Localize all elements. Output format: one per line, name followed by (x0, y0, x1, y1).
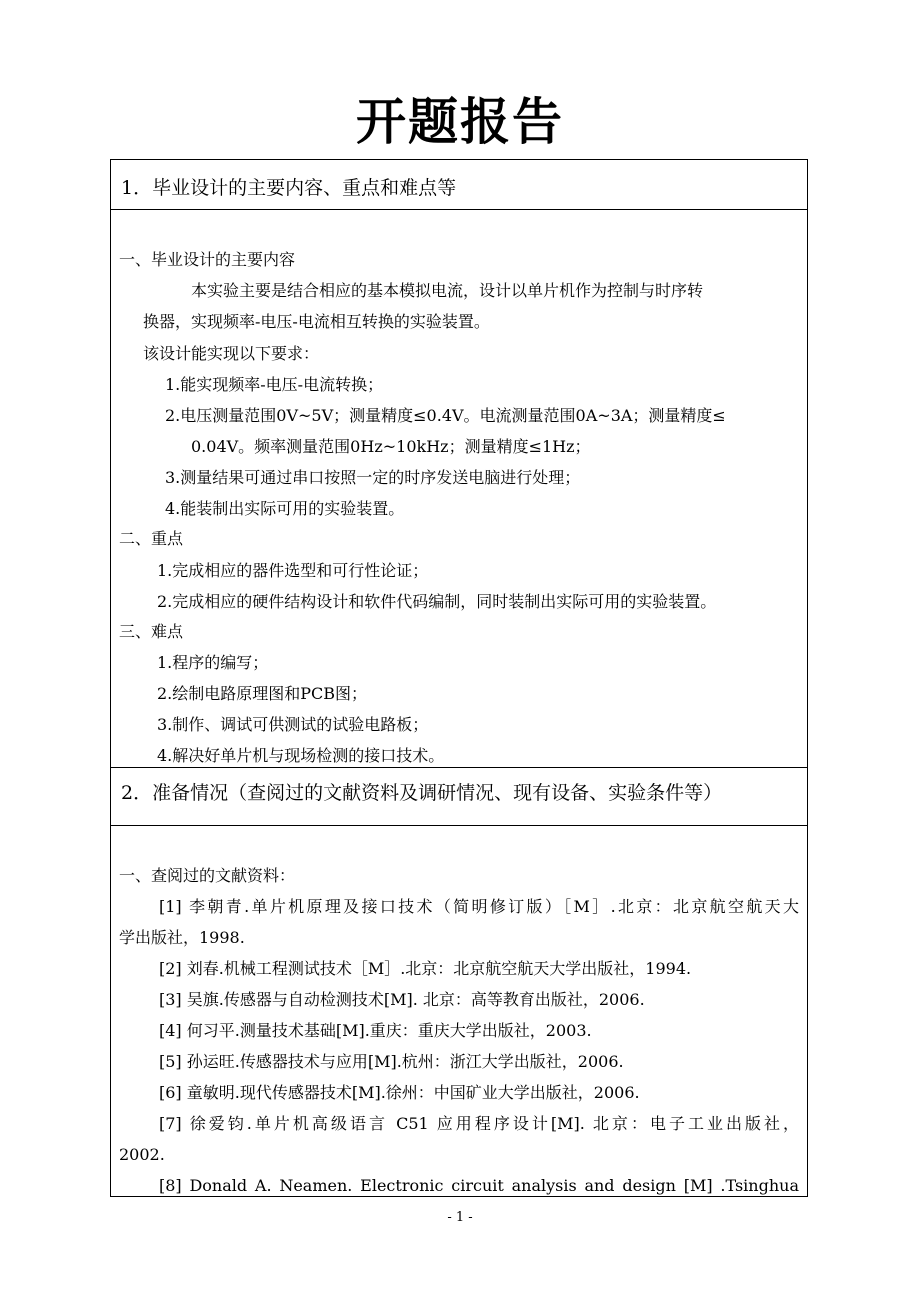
intro-line: 换器，实现频率-电压-电流相互转换的实验装置。 (143, 312, 490, 331)
reference-part: [1] (159, 897, 182, 916)
difficulties-heading: 三、难点 (119, 622, 184, 641)
report-table (110, 159, 808, 1197)
reference-item (159, 896, 799, 918)
requirement-item-cont: 0.04V。频率测量范围0Hz~10kHz；测量精度≤1Hz； (191, 437, 591, 456)
reference-part: design (622, 1176, 676, 1195)
reference-item: [2] 刘春.机械工程测试技术［M］.北京：北京航空航天大学出版社，1994. (159, 959, 692, 978)
difficulty-item: 1.程序的编写； (157, 653, 269, 672)
reference-part: [8] (159, 1176, 182, 1195)
reference-item: [5] 孙运旺.传感器技术与应用[M].杭州：浙江大学出版社，2006. (159, 1052, 624, 1071)
key-point-item: 2.完成相应的硬件结构设计和软件代码编制，同时装制出实际可用的实验装置。 (157, 592, 717, 611)
reference-part: A. (254, 1176, 272, 1195)
divider (111, 767, 807, 768)
reference-item: [3] 吴旗.传感器与自动检测技术[M]. 北京：高等教育出版社，2006. (159, 990, 645, 1009)
reference-item-cont: 学出版社，1998. (119, 928, 245, 947)
divider (111, 209, 807, 210)
reference-part: C51 (396, 1114, 429, 1133)
requirement-lead: 该设计能实现以下要求： (143, 344, 320, 363)
divider (111, 825, 807, 826)
key-points-heading: 二、重点 (119, 529, 184, 548)
reference-part: Electronic (360, 1176, 444, 1195)
intro-line: 本实验主要是结合相应的基本模拟电流，设计以单片机作为控制与时序转 (191, 281, 704, 300)
requirement-item: 1.能实现频率-电压-电流转换； (165, 375, 384, 394)
page-title: 开题报告 (356, 92, 564, 151)
requirement-item: 4.能装制出实际可用的实验装置。 (165, 499, 405, 518)
reference-part: .Tsinghua (720, 1176, 799, 1195)
requirement-item: 2.电压测量范围0V~5V；测量精度≤0.4V。电流测量范围0A~3A；测量精度≤ (165, 406, 726, 425)
difficulty-item: 4.解决好单片机与现场检测的接口技术。 (157, 746, 445, 765)
reference-part: [7] (159, 1114, 182, 1133)
reference-part: and (584, 1176, 615, 1195)
reference-item: [4] 何习平.测量技术基础[M].重庆：重庆大学出版社，2003. (159, 1021, 592, 1040)
difficulty-item: 2.绘制电路原理图和PCB图； (157, 684, 368, 703)
reference-part: analysis (511, 1176, 577, 1195)
reference-part: 李朝青.单片机原理及接口技术（简明修订版）［M］.北京：北京航空航天大 (189, 897, 799, 916)
reference-item-cont: 2002. (119, 1145, 165, 1164)
reference-item (159, 1175, 799, 1197)
section2-heading: 2．准备情况（查阅过的文献资料及调研情况、现有设备、实验条件等） (121, 782, 723, 804)
key-point-item: 1.完成相应的器件选型和可行性论证； (157, 561, 429, 580)
section1-heading: 1．毕业设计的主要内容、重点和难点等 (121, 177, 457, 199)
difficulty-item: 3.制作、调试可供测试的试验电路板； (157, 715, 429, 734)
reference-part: 应用程序设计[M]. (436, 1114, 585, 1133)
reference-part: circuit (451, 1176, 504, 1195)
reference-part: Neamen. (279, 1176, 353, 1195)
reference-part: Donald (189, 1176, 248, 1195)
reference-item (159, 1113, 799, 1135)
reference-part: 北京：电子工业出版社， (592, 1114, 800, 1133)
reference-item: [6] 童敏明.现代传感器技术[M].徐州：中国矿业大学出版社，2006. (159, 1083, 640, 1102)
reference-part: [M] (683, 1176, 713, 1195)
requirement-item: 3.测量结果可通过串口按照一定的时序发送电脑进行处理； (165, 468, 581, 487)
reference-part: 徐爱钧.单片机高级语言 (189, 1114, 388, 1133)
literature-heading: 一、查阅过的文献资料： (119, 866, 296, 885)
content-heading: 一、毕业设计的主要内容 (119, 250, 296, 269)
page-number: - 1 - (447, 1210, 473, 1225)
